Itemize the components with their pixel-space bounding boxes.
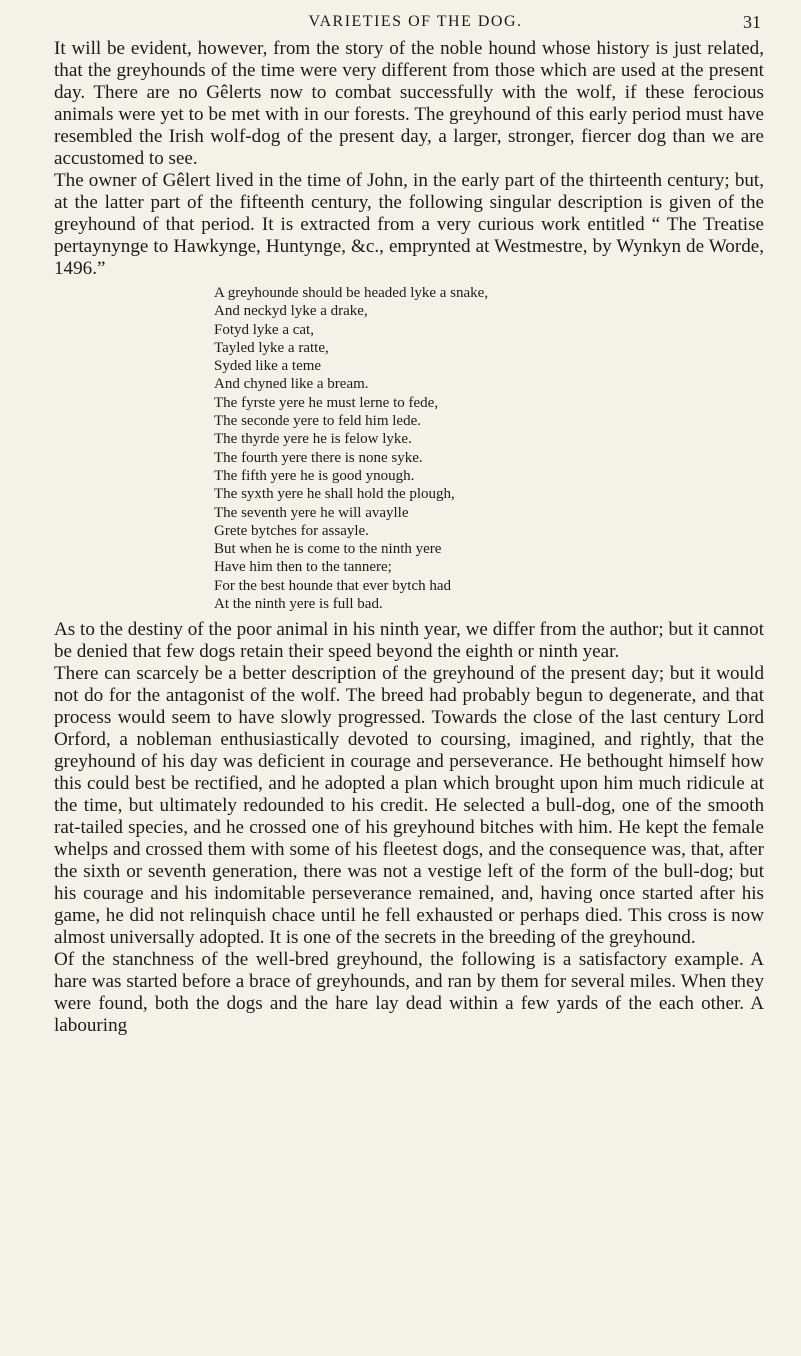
verse-line: Have him then to the tannere;	[214, 559, 392, 576]
verse-quotation	[214, 284, 764, 613]
verse-line: The thyrde yere he is felow lyke.	[214, 431, 412, 448]
verse-line: And neckyd lyke a drake,	[214, 303, 368, 320]
verse-line: The fyrste yere he must lerne to fede,	[214, 394, 439, 411]
paragraph: There can scarcely be a better description of the greyhound of the present day; but it would not do for the antagonist of the wolf. The breed had probably begun to degenerate, and that process would seem to have slowly progressed. Towards the close of the last century Lord Orford, a nobleman enthusiastically devoted to coursing, imagined, and rightly, that the greyhound of his day was deficient in courage and perseverance. He bethought himself how this could best be rectified, and he adopted a plan which brought upon him much ridicule at the time, but ultimately redounded to his credit. He selected a bull-dog, one of the smooth rat-tailed species, and he crossed one of his greyhound bitches with him. He kept the female whelps and crossed them with some of his fleetest dogs, and the consequence was, that, after the sixth or seventh generation, there was not a vestige left of the form of the bull-dog; but his courage and his indomitable perseverance remained, and, having once started after his game, he did not relinquish chace until he fell exhausted or perhaps died. This cross is now almost universally adopted. It is one of the secrets in the breeding of the greyhound.	[54, 663, 764, 949]
running-title: VARIETIES OF THE DOG.	[308, 13, 523, 30]
running-head	[40, 8, 761, 36]
verse-line: The syxth yere he shall hold the plough,	[214, 486, 455, 503]
verse-line: And chyned like a bream.	[214, 376, 369, 393]
paragraph: Of the stanchness of the well-bred greyhound, the following is a satisfactory example. A hare was started before a brace of greyhounds, and ran by them for several miles. When they were found, both the dogs and the hare lay dead within a few yards of the each other. A labouring	[54, 949, 764, 1037]
paragraph: It will be evident, however, from the story of the noble hound whose history is just related, that the greyhounds of the time were very different from those which are used at the present day. There are no Gêlerts now to combat successfully with the wolf, if these ferocious animals were yet to be met with in our forests. The greyhound of this early period must have resembled the Irish wolf-dog of the present day, a larger, stronger, fiercer dog than we are accustomed to see.	[54, 38, 764, 169]
verse-line: But when he is come to the ninth yere	[214, 541, 442, 558]
verse-line: Fotyd lyke a cat,	[214, 321, 314, 338]
page-number: 31	[743, 11, 761, 32]
verse-line: The seconde yere to feld him lede.	[214, 413, 421, 430]
verse-line: Tayled lyke a ratte,	[214, 339, 329, 356]
verse-line: At the ninth yere is full bad.	[214, 596, 383, 613]
paragraph: As to the destiny of the poor animal in his ninth year, we differ from the author; but it cannot be denied that few dogs retain their speed beyond the eighth or ninth year.	[54, 619, 764, 663]
verse-line: A greyhounde should be headed lyke a snake,	[214, 285, 489, 301]
body-text	[54, 38, 764, 1037]
verse-line: The seventh yere he will avaylle	[214, 504, 409, 521]
verse-line: Syded like a teme	[214, 358, 322, 375]
paragraph: The owner of Gêlert lived in the time of John, in the early part of the thirteenth century; but, at the latter part of the fifteenth century, the following singular description is given of the greyhound of that period. It is extracted from a very curious work entitled “ The Treatise pertaynynge to Hawkynge, Huntynge, &c., emprynted at Westmestre, by Wynkyn de Worde, 1496.”	[54, 170, 764, 279]
verse-line: Grete bytches for assayle.	[214, 522, 369, 539]
verse-line: For the best hounde that ever bytch had	[214, 577, 452, 594]
verse-line: The fifth yere he is good ynough.	[214, 467, 415, 484]
verse-line: The fourth yere there is none syke.	[214, 449, 423, 466]
